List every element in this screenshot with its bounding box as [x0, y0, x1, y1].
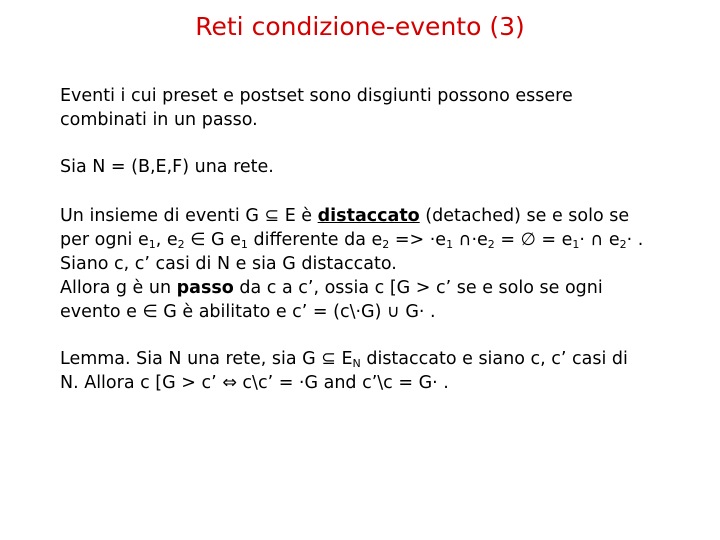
detached-line-1: Un insieme di eventi G ⊆ E è distaccato (detached) se e solo se: [60, 206, 630, 226]
detached-definition: [60, 204, 700, 324]
net-definition: Sia N = (B,E,F) una rete.: [60, 157, 274, 177]
detached-line-3: Siano c, c’ casi di N e sia G distaccato.: [60, 254, 397, 274]
intro-line-2: combinati in un passo.: [60, 110, 258, 130]
intro-paragraph: [60, 84, 700, 132]
intro-line-1: Eventi i cui preset e postset sono disgiunti possono essere: [60, 86, 573, 106]
lemma-line-1: Lemma. Sia N una rete, sia G ⊆ $E_N$ distaccato e siano c, c’ casi di: [60, 349, 628, 370]
lemma-line-2: N. Allora c [G > c’ ⇔ c\c’ = ·G and c’\c = G· .: [60, 373, 449, 393]
detached-line-4: Allora g è un passo da c a c’, ossia c [G > c’ se e solo se ogni: [60, 278, 603, 298]
detached-line-5: evento e ∈ G è abilitato e c’ = (c\·G) ∪ G· .: [60, 302, 436, 322]
detached-line-2: per ogni $e_1$, $e_2$ ∈ G $e_1$ differente da $e_2 => \cdot e_1$ $\cap\cdot e_2$ = ∅ = $e_1\cdot$ ∩ $e_2\cdot$ .: [60, 230, 644, 251]
term-passo: passo: [176, 278, 234, 298]
slide-title: Reti condizione-evento (3): [195, 12, 525, 41]
lemma-paragraph: [60, 347, 700, 395]
term-distaccato: distaccato: [317, 206, 420, 226]
slide-body: [60, 84, 700, 395]
